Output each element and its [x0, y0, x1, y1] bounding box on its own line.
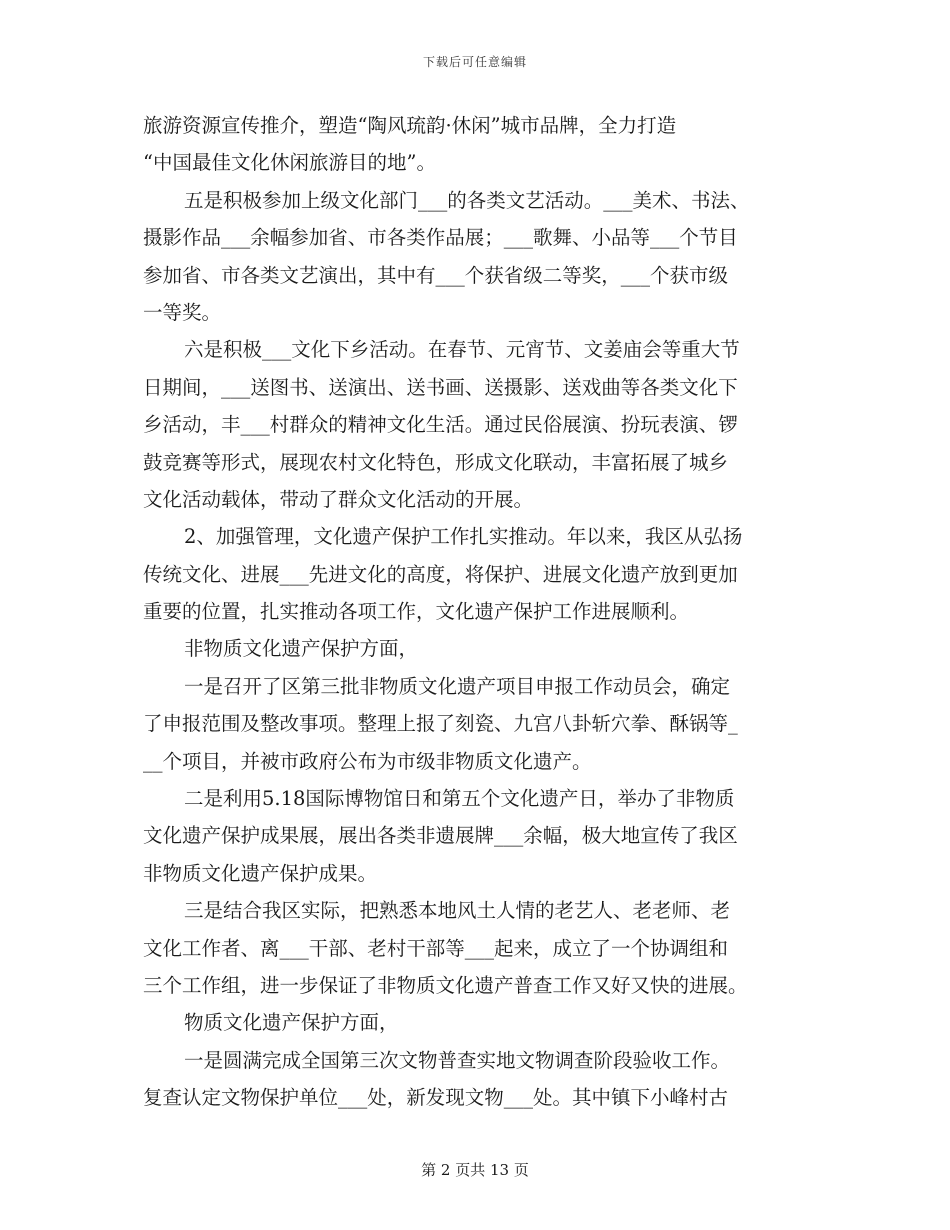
- text-line: 了申报范围及整改事项。整理上报了刻瓷、九宫八卦斩穴拳、酥锅等_: [143, 712, 738, 736]
- document-body: [143, 107, 813, 1117]
- text-line: 复查认定文物保护单位___处，新发现文物___处。其中镇下小峰村古: [143, 1086, 729, 1110]
- text-line: 文化活动载体，带动了群众文化活动的开展。: [143, 487, 534, 511]
- text-line: 摄影作品___余幅参加省、市各类作品展；___歌舞、小品等___个节目: [143, 226, 738, 250]
- text-line: 文化遗产保护成果展，展出各类非遗展牌___余幅，极大地宣传了我区: [143, 824, 738, 848]
- page-number-footer: 第 2 页共 13 页: [421, 1161, 529, 1179]
- paragraph-start-line: 三是结合我区实际，把熟悉本地风土人情的老艺人、老老师、老: [184, 899, 731, 923]
- text-line: 文化工作者、离___干部、老村干部等___起来，成立了一个协调组和: [143, 936, 729, 960]
- text-line: 乡活动，丰___村群众的精神文化生活。通过民俗展演、扮玩表演、锣: [143, 413, 738, 437]
- paragraph-start-line: 一是圆满完成全国第三次文物普查实地文物调查阶段验收工作。: [184, 1048, 731, 1072]
- text-line: 日期间，___送图书、送演出、送书画、送摄影、送戏曲等各类文化下: [143, 375, 738, 399]
- paragraph-start-line: 五是积极参加上级文化部门___的各类文艺活动。___美术、书法、: [184, 188, 750, 212]
- subsection-heading-line: 物质文化遗产保护方面，: [184, 1011, 399, 1035]
- text-line: 一等奖。: [143, 300, 222, 324]
- text-line: 参加省、市各类文艺演出，其中有___个获省级二等奖，___个获市级: [143, 263, 729, 287]
- text-line: 三个工作组，进一步保证了非物质文化遗产普查工作又好又快的进展。: [143, 973, 748, 997]
- text-line: 旅游资源宣传推介，塑造“陶风琉韵·休闲”城市品牌，全力打造: [143, 114, 677, 137]
- text-line: “中国最佳文化休闲旅游目的地”。: [143, 151, 436, 175]
- paragraph-start-line: 一是召开了区第三批非物质文化遗产项目申报工作动员会，确定: [184, 674, 731, 698]
- page-header: 下载后可任意编辑: [422, 55, 527, 69]
- text-line: 重要的位置，扎实推动各项工作，文化遗产保护工作进展顺利。: [143, 600, 690, 624]
- text-line: 传统文化、进展___先进文化的高度，将保护、进展文化遗产放到更加: [143, 562, 738, 586]
- paragraph-start-line: 二是利用5.18国际博物馆日和第五个文化遗产日，举办了非物质: [184, 787, 735, 811]
- text-line: 鼓竞赛等形式，展现农村文化特色，形成文化联动，丰富拓展了城乡: [143, 450, 729, 474]
- paragraph-start-line: 六是积极___文化下乡活动。在春节、元宵节、文姜庙会等重大节: [184, 338, 740, 362]
- text-line: 非物质文化遗产保护成果。: [143, 861, 378, 885]
- subsection-heading-line: 非物质文化遗产保护方面，: [184, 637, 419, 661]
- text-line: __个项目，并被市政府公布为市级非物质文化遗产。: [143, 749, 592, 773]
- section-heading-line: 2、加强管理，文化遗产保护工作扎实推动。年以来，我区从弘扬: [184, 525, 743, 549]
